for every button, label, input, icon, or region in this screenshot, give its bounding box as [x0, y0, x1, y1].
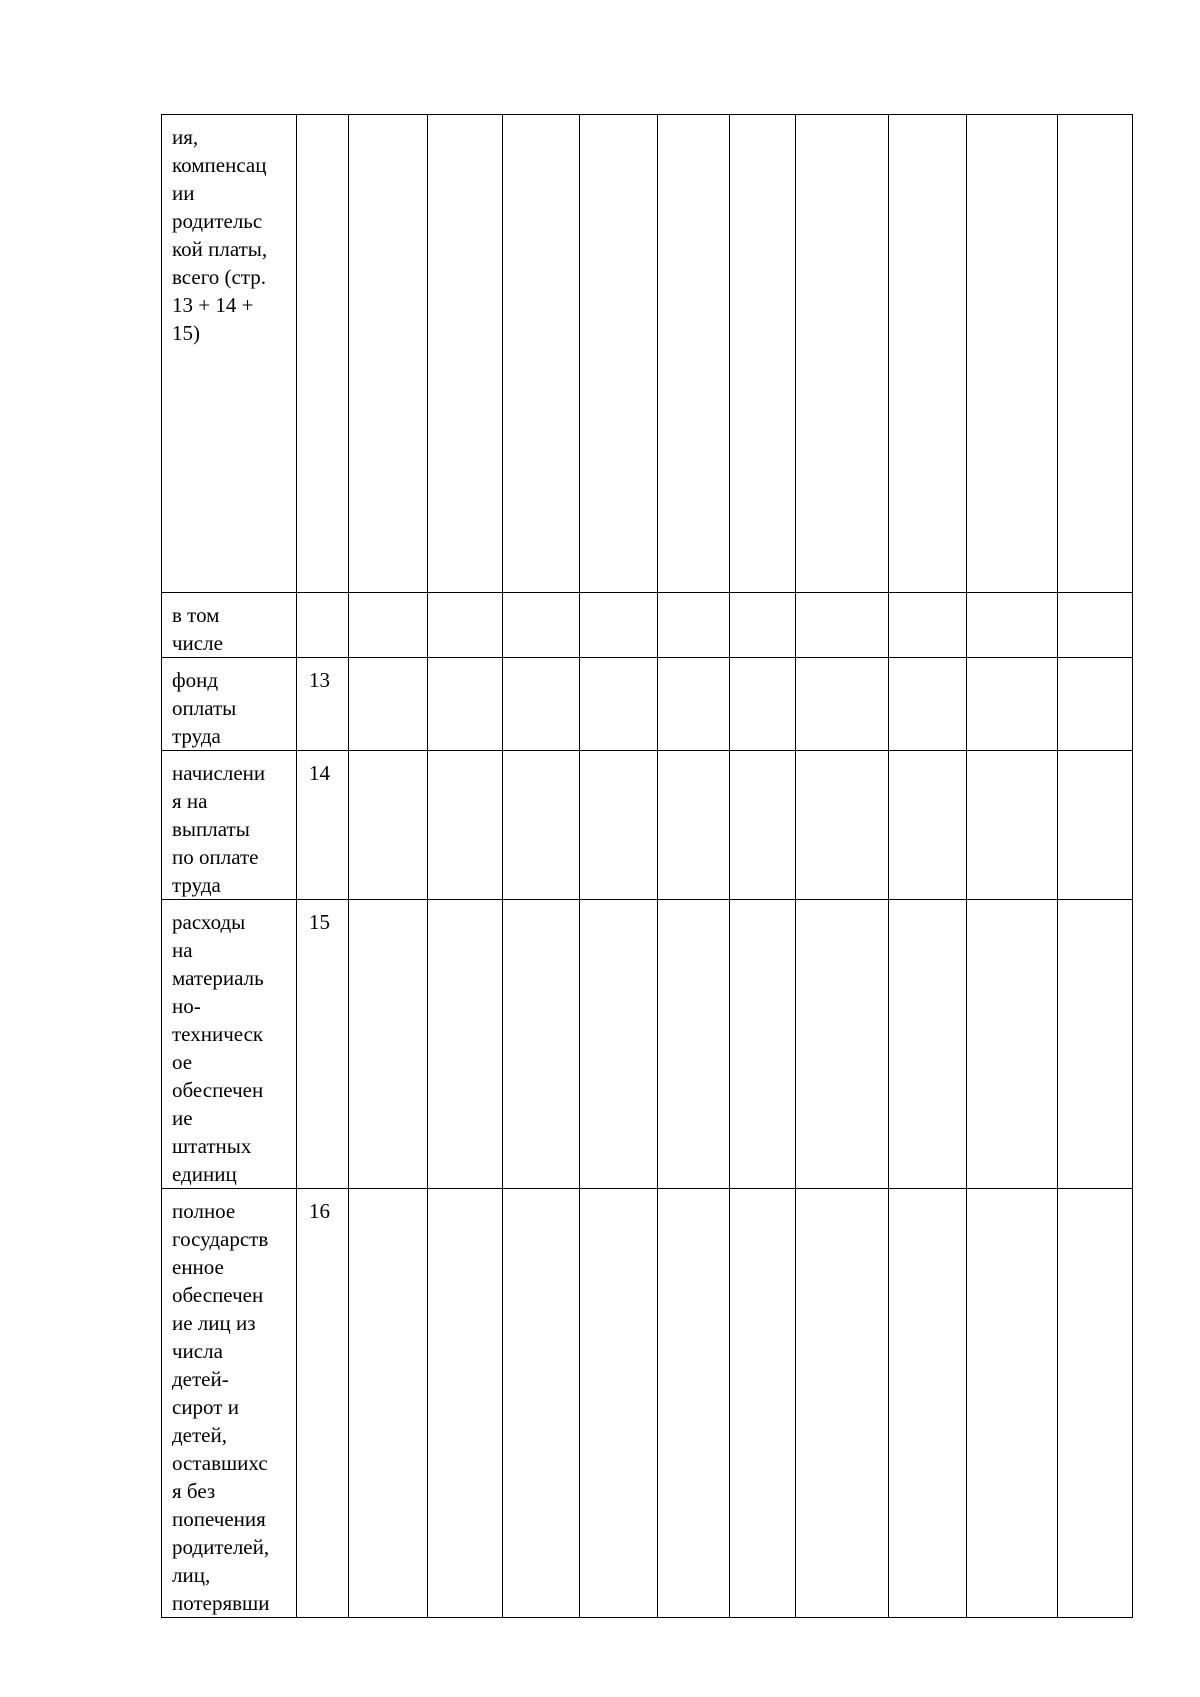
table-cell [503, 1189, 580, 1618]
table-cell [580, 658, 658, 751]
table-cell [967, 900, 1058, 1189]
table-cell [580, 593, 658, 658]
table-cell [1058, 593, 1133, 658]
table-cell [796, 751, 889, 900]
table-row [162, 1189, 1133, 1618]
table-cell [730, 658, 796, 751]
row-label: фонд оплаты труда [162, 658, 297, 751]
table-cell [503, 900, 580, 1189]
table-cell [349, 751, 428, 900]
table-cell [658, 900, 730, 1189]
table-cell [580, 751, 658, 900]
table-cell [428, 751, 503, 900]
table-cell [428, 900, 503, 1189]
row-label: полное государств енное обеспечен ие лиц из числа детей- сирот и детей, оставшихс я без попечения родителей, лиц, потерявши [162, 1189, 297, 1618]
table-cell [503, 658, 580, 751]
table-cell [730, 115, 796, 593]
table-cell [796, 593, 889, 658]
table-cell [796, 1189, 889, 1618]
row-code [297, 115, 349, 593]
table-row [162, 658, 1133, 751]
table-cell [889, 593, 967, 658]
table-cell [349, 900, 428, 1189]
row-code: 14 [297, 751, 349, 900]
row-code: 13 [297, 658, 349, 751]
table-cell [658, 658, 730, 751]
table-cell [967, 593, 1058, 658]
row-label: ия, компенсац ии родительс кой платы, всего (стр. 13 + 14 + 15) [162, 115, 297, 593]
row-code [297, 593, 349, 658]
row-code: 16 [297, 1189, 349, 1618]
table-cell [428, 658, 503, 751]
table-cell [796, 900, 889, 1189]
table-cell [349, 658, 428, 751]
table-row [162, 900, 1133, 1189]
table-cell [658, 115, 730, 593]
table-cell [730, 1189, 796, 1618]
table-cell [580, 900, 658, 1189]
table-cell [889, 1189, 967, 1618]
table-cell [1058, 751, 1133, 900]
row-label: в том числе [162, 593, 297, 658]
table-cell [1058, 658, 1133, 751]
table-cell [658, 1189, 730, 1618]
table-row [162, 751, 1133, 900]
table-cell [889, 751, 967, 900]
table-cell [503, 593, 580, 658]
row-label: расходы на материаль но- техническ ое обеспечен ие штатных единиц [162, 900, 297, 1189]
table-cell [503, 115, 580, 593]
table-cell [967, 751, 1058, 900]
table-cell [967, 1189, 1058, 1618]
table-cell [730, 900, 796, 1189]
table-cell [349, 1189, 428, 1618]
table-cell [1058, 115, 1133, 593]
table-cell [1058, 900, 1133, 1189]
table-cell [889, 900, 967, 1189]
table-cell [580, 115, 658, 593]
table-cell [349, 115, 428, 593]
table-cell [730, 751, 796, 900]
table-cell [658, 751, 730, 900]
table-cell [796, 658, 889, 751]
table-cell [889, 658, 967, 751]
table-row [162, 115, 1133, 593]
table-row [162, 593, 1133, 658]
table-cell [967, 658, 1058, 751]
table-cell [428, 1189, 503, 1618]
table-cell [658, 593, 730, 658]
table-cell [428, 115, 503, 593]
table-cell [349, 593, 428, 658]
table-cell [796, 115, 889, 593]
row-code: 15 [297, 900, 349, 1189]
document-table [161, 114, 1133, 1618]
table-cell [1058, 1189, 1133, 1618]
table-cell [889, 115, 967, 593]
table-cell [730, 593, 796, 658]
table-cell [967, 115, 1058, 593]
table-cell [503, 751, 580, 900]
table-cell [428, 593, 503, 658]
table-cell [580, 1189, 658, 1618]
row-label: начислени я на выплаты по оплате труда [162, 751, 297, 900]
